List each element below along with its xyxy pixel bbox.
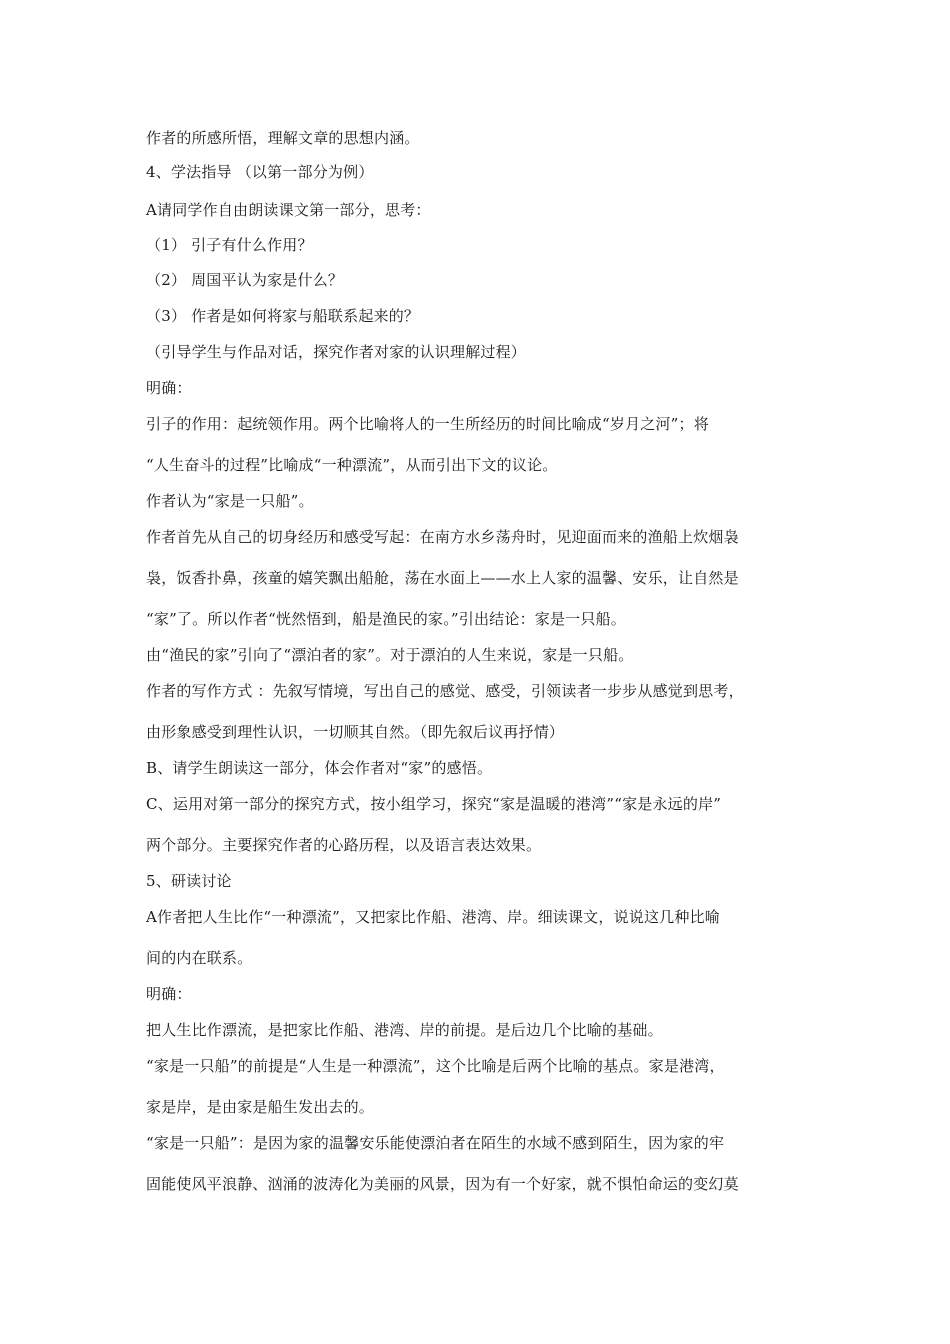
text-line: 由“渔民的家”引向了“漂泊者的家”。对于漂泊的人生来说，家是一只船。 (146, 646, 634, 664)
question-item: （1） 引子有什么作用？ (146, 236, 313, 254)
text-line: 作者的写作方式 ：先叙写情境，写出自己的感觉、感受，引领读者一步步从感觉到思考， (146, 682, 744, 700)
text-line: 作者首先从自己的切身经历和感受写起：在南方水乡荡舟时，见迎面而来的渔船上炊烟袅 (146, 528, 739, 546)
text-line: 间的内在联系。 (146, 949, 253, 967)
section-heading: 4、学法指导 （以第一部分为例） (146, 163, 374, 181)
text-line: 作者的所感所悟，理解文章的思想内涵。 (146, 129, 420, 147)
text-line: （引导学生与作品对话，探究作者对家的认识理解过程） (146, 343, 527, 361)
question-item: （2） 周国平认为家是什么？ (146, 271, 344, 289)
text-line: 家是岸，是由家是船生发出去的。 (146, 1098, 375, 1116)
text-line: 把人生比作漂流，是把家比作船、港湾、岸的前提。是后边几个比喻的基础。 (146, 1021, 663, 1039)
question-item: （3） 作者是如何将家与船联系起来的？ (146, 307, 420, 325)
text-line: “人生奋斗的过程”比喻成“一种漂流”，从而引出下文的议论。 (146, 456, 558, 474)
text-line: “家是一只船”：是因为家的温馨安乐能使漂泊者在陌生的水域不感到陌生，因为家的牢 (146, 1134, 725, 1152)
text-line: 袅，饭香扑鼻，孩童的嬉笑飘出船舱，荡在水面上——水上人家的温馨、安乐，让自然是 (146, 569, 739, 587)
text-line: A请同学作自由朗读课文第一部分，思考： (146, 201, 431, 219)
text-line: “家”了。所以作者“恍然悟到，船是渔民的家。”引出结论：家是一只船。 (146, 610, 626, 628)
section-heading: 5、研读讨论 (146, 872, 232, 890)
text-line: C、运用对第一部分的探究方式，按小组学习，探究“家是温暖的港湾”“家是永远的岸” (146, 795, 722, 813)
text-line: 作者认为“家是一只船”。 (146, 492, 314, 510)
text-line: B、请学生朗读这一部分，体会作者对“家”的感悟。 (146, 759, 493, 777)
text-line: 由形象感受到理性认识，一切顺其自然。（即先叙后议再抒情） (146, 723, 565, 741)
text-line: 两个部分。主要探究作者的心路历程，以及语言表达效果。 (146, 836, 542, 854)
text-line: 固能使风平浪静、汹涌的波涛化为美丽的风景，因为有一个好家，就不惧怕命运的变幻莫 (146, 1175, 739, 1193)
text-line: “家是一只船”的前提是“人生是一种漂流”，这个比喻是后两个比喻的基点。家是港湾， (146, 1057, 725, 1075)
text-line: A作者把人生比作“一种漂流”，又把家比作船、港湾、岸。细读课文，说说这几种比喻 (146, 908, 720, 926)
text-line: 明确： (146, 985, 192, 1003)
text-line: 明确： (146, 379, 192, 397)
text-line: 引子的作用：起统领作用。两个比喻将人的一生所经历的时间比喻成“岁月之河”；将 (146, 415, 709, 433)
